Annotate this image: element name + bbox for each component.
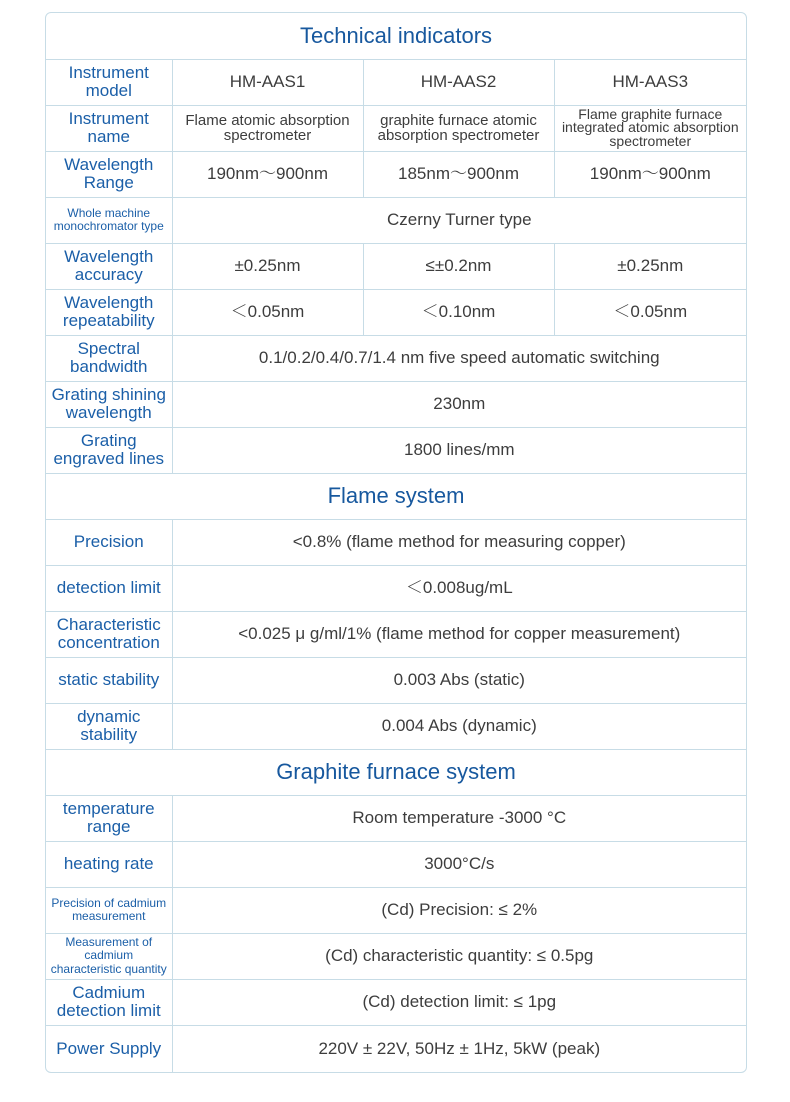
table-row	[46, 59, 746, 105]
cell-temperature-range: Room temperature -3000 °C	[172, 795, 746, 841]
section-row	[46, 473, 746, 519]
cell-accuracy-aas1: ±0.25nm	[172, 243, 363, 289]
row-label-monochromator: Whole machine monochromator type	[46, 197, 172, 243]
table-row	[46, 381, 746, 427]
table-row	[46, 105, 746, 151]
section-title-technical: Technical indicators	[46, 13, 746, 59]
section-row	[46, 749, 746, 795]
cell-name-aas2: graphite furnace atomic absorption spectrometer	[363, 105, 554, 151]
cell-dynamic-stability: 0.004 Abs (dynamic)	[172, 703, 746, 749]
row-label-heating-rate: heating rate	[46, 841, 172, 887]
table-row	[46, 887, 746, 933]
cell-range-aas1: 190nm～900nm	[172, 151, 363, 197]
row-label-power-supply: Power Supply	[46, 1025, 172, 1072]
row-label-cadmium-precision: Precision of cadmium measurement	[46, 887, 172, 933]
spec-table-container	[45, 12, 747, 1073]
cell-name-aas3: Flame graphite furnace integrated atomic absorption spectrometer	[554, 105, 746, 151]
row-label-wavelength-repeatability: Wavelength repeatability	[46, 289, 172, 335]
section-title-graphite: Graphite furnace system	[46, 749, 746, 795]
cell-cadmium-characteristic: (Cd) characteristic quantity: ≤ 0.5pg	[172, 933, 746, 979]
section-row	[46, 13, 746, 59]
row-label-instrument-model: Instrument model	[46, 59, 172, 105]
cell-repeat-aas3: ＜0.05nm	[554, 289, 746, 335]
cell-accuracy-aas2: ≤±0.2nm	[363, 243, 554, 289]
table-row	[46, 151, 746, 197]
row-label-wavelength-range: Wavelength Range	[46, 151, 172, 197]
row-label-cadmium-detection: Cadmium detection limit	[46, 979, 172, 1025]
row-label-characteristic-concentration: Characteristic concentration	[46, 611, 172, 657]
cell-repeat-aas2: ＜0.10nm	[363, 289, 554, 335]
cell-precision: <0.8% (flame method for measuring copper)	[172, 519, 746, 565]
cell-cadmium-precision: (Cd) Precision: ≤ 2%	[172, 887, 746, 933]
spec-table	[46, 13, 746, 1072]
table-row	[46, 933, 746, 979]
row-label-spectral-bandwidth: Spectral bandwidth	[46, 335, 172, 381]
cell-static-stability: 0.003 Abs (static)	[172, 657, 746, 703]
cell-accuracy-aas3: ±0.25nm	[554, 243, 746, 289]
cell-heating-rate: 3000°C/s	[172, 841, 746, 887]
table-row	[46, 519, 746, 565]
table-row	[46, 703, 746, 749]
table-row	[46, 611, 746, 657]
row-label-wavelength-accuracy: Wavelength accuracy	[46, 243, 172, 289]
cell-grating-shining: 230nm	[172, 381, 746, 427]
row-label-grating-engraved: Grating engraved lines	[46, 427, 172, 473]
cell-model-aas1: HM-AAS1	[172, 59, 363, 105]
cell-model-aas3: HM-AAS3	[554, 59, 746, 105]
row-label-detection-limit: detection limit	[46, 565, 172, 611]
table-row	[46, 427, 746, 473]
table-row	[46, 979, 746, 1025]
table-row	[46, 841, 746, 887]
cell-name-aas1: Flame atomic absorption spectrometer	[172, 105, 363, 151]
row-label-temperature-range: temperature range	[46, 795, 172, 841]
cell-repeat-aas1: ＜0.05nm	[172, 289, 363, 335]
table-row	[46, 243, 746, 289]
cell-detection-limit: ＜0.008ug/mL	[172, 565, 746, 611]
table-row	[46, 335, 746, 381]
section-title-flame: Flame system	[46, 473, 746, 519]
row-label-dynamic-stability: dynamic stability	[46, 703, 172, 749]
cell-model-aas2: HM-AAS2	[363, 59, 554, 105]
cell-characteristic-concentration: <0.025 μ g/ml/1% (flame method for copper measurement)	[172, 611, 746, 657]
table-row	[46, 565, 746, 611]
table-row	[46, 197, 746, 243]
table-row	[46, 1025, 746, 1072]
cell-power-supply: 220V ± 22V, 50Hz ± 1Hz, 5kW (peak)	[172, 1025, 746, 1072]
cell-grating-engraved: 1800 lines/mm	[172, 427, 746, 473]
row-label-precision: Precision	[46, 519, 172, 565]
table-row	[46, 289, 746, 335]
row-label-instrument-name: Instrument name	[46, 105, 172, 151]
cell-range-aas3: 190nm～900nm	[554, 151, 746, 197]
row-label-static-stability: static stability	[46, 657, 172, 703]
cell-spectral-bandwidth: 0.1/0.2/0.4/0.7/1.4 nm five speed automatic switching	[172, 335, 746, 381]
cell-monochromator: Czerny Turner type	[172, 197, 746, 243]
cell-range-aas2: 185nm～900nm	[363, 151, 554, 197]
row-label-grating-shining: Grating shining wavelength	[46, 381, 172, 427]
row-label-cadmium-characteristic: Measurement of cadmium characteristic quantity	[46, 933, 172, 979]
cell-cadmium-detection: (Cd) detection limit: ≤ 1pg	[172, 979, 746, 1025]
table-row	[46, 795, 746, 841]
table-row	[46, 657, 746, 703]
